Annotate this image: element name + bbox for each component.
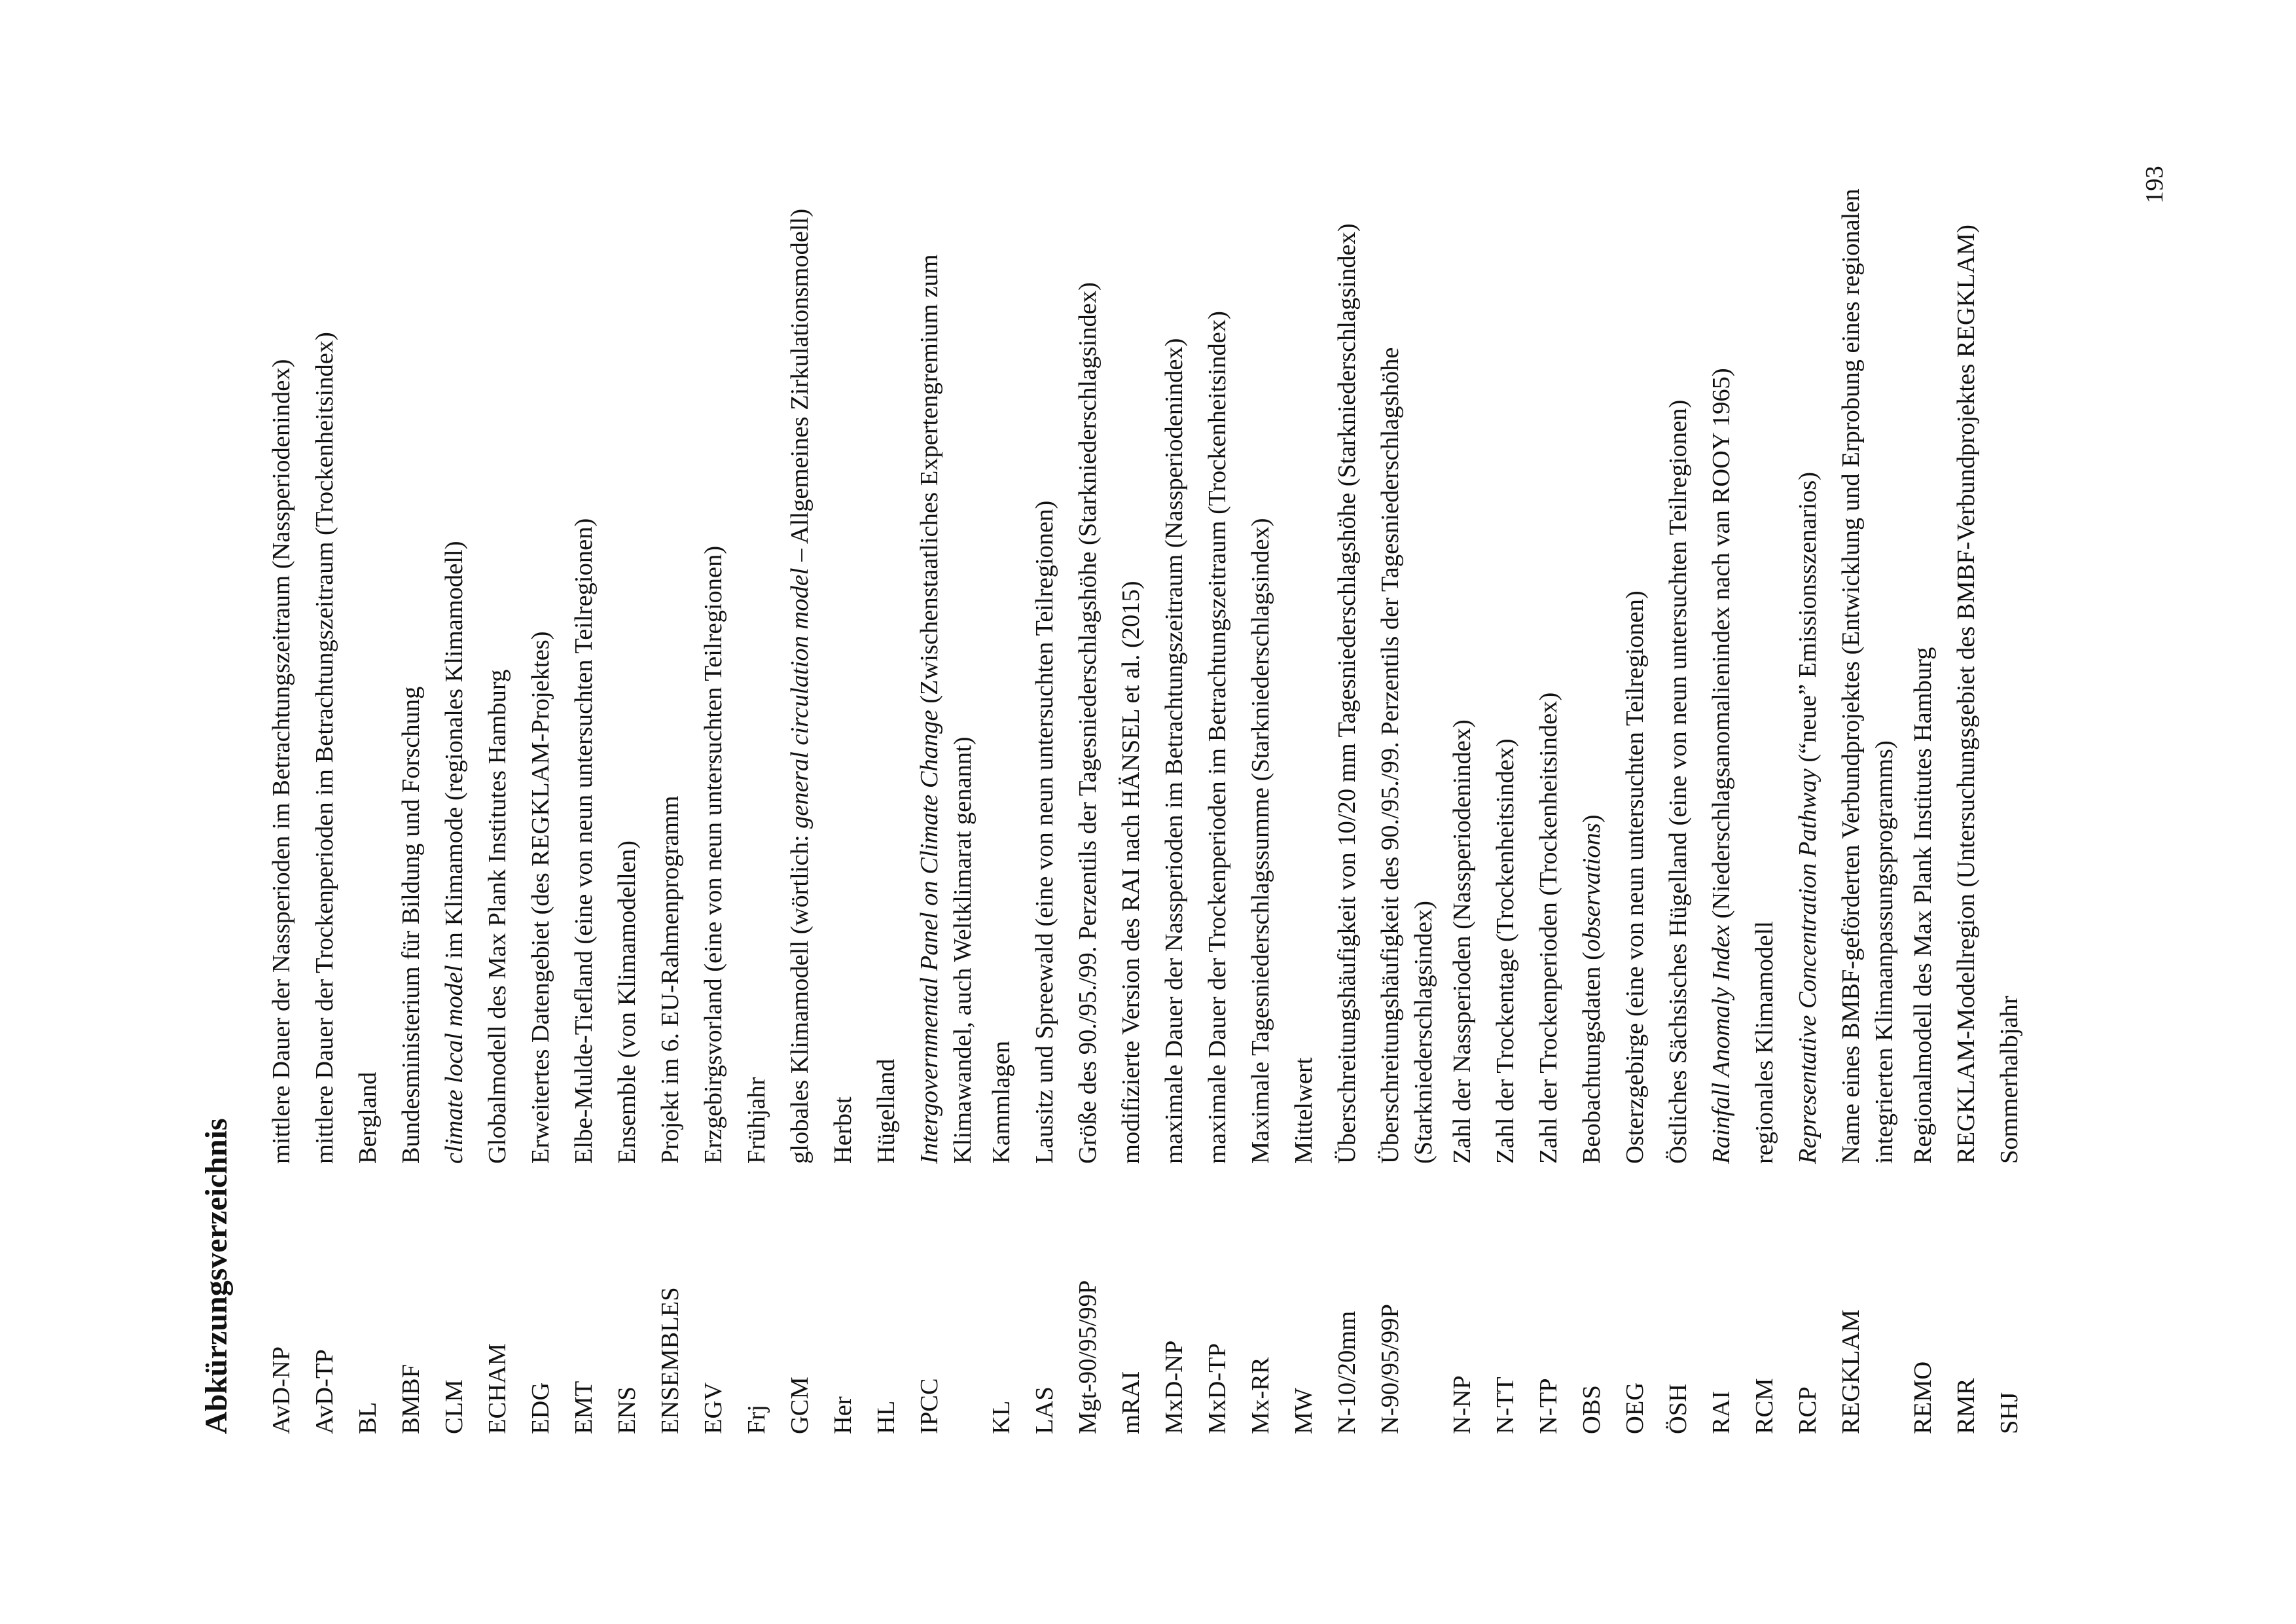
abbreviation-row — [1109, 151, 1153, 1434]
abbreviation-row — [1613, 151, 1657, 1434]
abbreviation-definition — [1829, 151, 1901, 1164]
abbreviation-definition — [1901, 151, 1940, 1164]
abbreviation-definition — [980, 151, 1018, 1164]
abbreviation-row — [980, 151, 1023, 1434]
abbreviation-definition — [1325, 151, 1364, 1164]
abbreviation-row — [908, 151, 980, 1434]
abbreviation-row — [1527, 151, 1570, 1434]
abbreviation-term: ENS — [613, 1386, 641, 1434]
definition-text: globales Klimamodell (wörtlich: — [786, 828, 814, 1164]
abbreviation-term: RMR — [1952, 1378, 1980, 1434]
definition-text: maximale Dauer der Nassperioden im Betrachtungszeitraum (Nassperiodenindex) — [1160, 338, 1188, 1164]
abbreviation-list — [260, 151, 2031, 1434]
abbreviation-term: Mgt-90/95/99P — [1074, 1280, 1102, 1434]
abbreviation-term: KL — [988, 1400, 1015, 1434]
abbreviation-definition — [1945, 151, 1983, 1164]
abbreviation-definition — [519, 151, 558, 1164]
definition-text: Globalmodell des Max Plank Institutes Hamburg — [484, 669, 511, 1164]
definition-text: (“neue” Emissionsszenarios) — [1794, 471, 1821, 769]
abbreviation-definition — [1282, 151, 1321, 1164]
abbreviation-definition — [433, 151, 471, 1164]
abbreviation-term: BMBF — [397, 1363, 425, 1434]
abbreviation-definition — [1570, 151, 1609, 1164]
definition-text: Ensemble (von Klimamodellen) — [613, 840, 641, 1164]
abbreviation-row — [1196, 151, 1239, 1434]
abbreviation-term: N-TP — [1535, 1378, 1562, 1434]
abbreviation-definition — [389, 151, 428, 1164]
abbreviation-term: ECHAM — [484, 1343, 511, 1434]
definition-text: REGKLAM-Modellregion (Untersuchungsgebiet des BMBF-Verbundprojektes REGKLAM) — [1952, 225, 1980, 1164]
abbreviation-definition — [1023, 151, 1062, 1164]
abbreviation-definition — [1484, 151, 1522, 1164]
abbreviation-term: EDG — [527, 1382, 554, 1434]
definition-text: regionales Klimamodell — [1751, 921, 1778, 1164]
abbreviation-term: REMO — [1909, 1361, 1937, 1434]
abbreviation-row — [1441, 151, 1484, 1434]
abbreviation-term: mRAI — [1117, 1371, 1145, 1434]
abbreviation-definition — [1239, 151, 1278, 1164]
abbreviation-definition — [1743, 151, 1782, 1164]
definition-text: Erweitertes Datengebiet (des REGKLAM-Projektes) — [527, 631, 554, 1164]
abbreviation-term: HL — [872, 1400, 900, 1434]
abbreviation-term: Her — [829, 1396, 857, 1434]
definition-text: Name eines BMBF-geförderten Verbundprojektes (Entwicklung und Erprobung eines regionalen integrierten Klimaanpassungsprogramms) — [1837, 189, 1898, 1164]
abbreviation-term: BL — [354, 1401, 382, 1434]
page-title: Abkürzungsverzeichnis — [199, 1118, 234, 1434]
definition-text: Osterzgebirge (eine von neun untersuchten Teilregionen) — [1621, 590, 1649, 1164]
abbreviation-definition — [346, 151, 385, 1164]
abbreviation-row — [735, 151, 778, 1434]
abbreviation-row — [1945, 151, 1988, 1434]
definition-text: mittlere Dauer der Trockenperioden im Betrachtungszeitraum (Trockenheitsindex) — [311, 332, 338, 1164]
abbreviation-row — [1570, 151, 1613, 1434]
abbreviation-definition — [1153, 151, 1191, 1164]
abbreviation-row — [389, 151, 433, 1434]
abbreviation-definition — [692, 151, 730, 1164]
abbreviation-row — [1657, 151, 1700, 1434]
abbreviation-definition — [260, 151, 298, 1164]
abbreviation-term: Mx-RR — [1247, 1357, 1274, 1434]
definition-text: Östliches Sächsisches Hügelland (eine von neun untersuchten Teilregionen) — [1664, 399, 1692, 1164]
abbreviation-term: RCP — [1794, 1386, 1821, 1434]
abbreviation-term: SHJ — [1996, 1392, 2023, 1434]
definition-text: Hügelland — [872, 1058, 900, 1164]
abbreviation-term: RCM — [1751, 1378, 1778, 1434]
abbreviation-definition — [1066, 151, 1105, 1164]
definition-text: im Klimamode (regionales Klimamodell) — [440, 541, 468, 965]
page-number: 193 — [2141, 166, 2168, 204]
abbreviation-definition — [1441, 151, 1479, 1164]
abbreviation-term: AvD-TP — [311, 1349, 338, 1434]
abbreviation-term: LAS — [1031, 1386, 1058, 1434]
definition-text: Regionalmodell des Max Plank Institutes Hamburg — [1909, 647, 1937, 1164]
definition-text: Kammlagen — [988, 1040, 1015, 1164]
abbreviation-definition — [1369, 151, 1441, 1164]
abbreviation-row — [1325, 151, 1369, 1434]
definition-text: Zahl der Trockentage (Trockenheitsindex) — [1492, 738, 1519, 1164]
abbreviation-definition — [1988, 151, 2026, 1164]
abbreviation-row — [778, 151, 821, 1434]
abbreviation-definition — [865, 151, 903, 1164]
abbreviation-definition — [649, 151, 687, 1164]
definition-text: Bergland — [354, 1072, 382, 1164]
abbreviation-row — [1901, 151, 1945, 1434]
definition-text: Bundesministerium für Bildung und Forschung — [397, 686, 425, 1164]
abbreviation-term: ÖSH — [1664, 1383, 1692, 1434]
definition-text: (Zwischenstaatliches Expertengremium zum Klimawandel, auch Weltklimarat genannt) — [916, 254, 977, 1164]
definition-text: Zahl der Nassperioden (Nassperiodenindex) — [1448, 719, 1476, 1164]
abbreviation-row — [865, 151, 908, 1434]
abbreviation-term: ENSEMBLES — [656, 1287, 684, 1434]
abbreviation-term: MxD-TP — [1204, 1343, 1231, 1434]
abbreviation-definition — [303, 151, 342, 1164]
definition-text: (Niederschlagsanomalienindex nach van ROOY 1965) — [1708, 368, 1735, 926]
abbreviation-term: MxD-NP — [1160, 1340, 1188, 1434]
definition-text: Herbst — [829, 1096, 857, 1164]
abbreviation-definition — [908, 151, 980, 1164]
abbreviation-definition — [1786, 151, 1825, 1164]
abbreviation-row — [1743, 151, 1786, 1434]
abbreviation-row — [1282, 151, 1325, 1434]
abbreviation-definition — [1196, 151, 1234, 1164]
abbreviation-definition — [1657, 151, 1695, 1164]
definition-text: Frühjahr — [743, 1077, 770, 1164]
abbreviation-row — [821, 151, 865, 1434]
abbreviation-row — [605, 151, 649, 1434]
definition-text: Zahl der Trockenperioden (Trockenheitsindex) — [1535, 692, 1562, 1164]
abbreviation-row — [1700, 151, 1743, 1434]
definition-text: Projekt im 6. EU-Rahmenprogramm — [656, 795, 684, 1164]
abbreviation-row — [476, 151, 519, 1434]
abbreviation-row — [649, 151, 692, 1434]
definition-text: Größe des 90./95./99. Perzentils der Tagesniederschlagshöhe (Starkniederschlagsindex) — [1074, 282, 1102, 1164]
definition-italic-text: Representative Concentration Pathway — [1794, 768, 1821, 1164]
definition-text: Elbe-Mulde-Tiefland (eine von neun untersuchten Teilregionen) — [570, 518, 598, 1164]
definition-text: Erzgebirgsvorland (eine von neun untersuchten Teilregionen) — [700, 545, 727, 1164]
definition-text: maximale Dauer der Trockenperioden im Betrachtungszeitraum (Trockenheitsindex) — [1204, 311, 1231, 1164]
abbreviation-row — [1369, 151, 1441, 1434]
abbreviation-term: GCM — [786, 1377, 814, 1434]
abbreviation-term: OEG — [1621, 1382, 1649, 1434]
abbreviation-definition — [1613, 151, 1652, 1164]
definition-text: mittlere Dauer der Nassperioden im Betrachtungszeitraum (Nassperiodenindex) — [268, 359, 295, 1164]
abbreviation-definition — [1109, 151, 1148, 1164]
abbreviation-term: N-TT — [1492, 1377, 1519, 1434]
definition-text: ) — [1578, 814, 1605, 823]
abbreviation-definition — [778, 151, 817, 1164]
abbreviation-row — [433, 151, 476, 1434]
abbreviation-term: RAI — [1708, 1390, 1735, 1434]
abbreviation-term: REGKLAM — [1837, 1309, 1865, 1434]
abbreviation-term: EMT — [570, 1380, 598, 1434]
abbreviation-row — [260, 151, 303, 1434]
abbreviation-term: MW — [1290, 1388, 1318, 1434]
definition-italic-text: general circulation model — [786, 568, 814, 829]
definition-text: Maximale Tagesniederschlagssumme (Starkniederschlagsindex) — [1247, 518, 1274, 1164]
abbreviation-row — [1988, 151, 2031, 1434]
abbreviation-row — [1153, 151, 1196, 1434]
abbreviation-row — [519, 151, 562, 1434]
definition-text: modifizierte Version des RAI nach HÄNSEL et al. (2015) — [1117, 581, 1145, 1164]
abbreviation-definition — [476, 151, 514, 1164]
abbreviation-row — [1239, 151, 1282, 1434]
abbreviation-row — [1484, 151, 1527, 1434]
abbreviation-term: CLM — [440, 1379, 468, 1434]
abbreviation-row — [346, 151, 389, 1434]
definition-italic-text: Intergovernmental Panel on Climate Change — [916, 710, 943, 1164]
abbreviation-row — [562, 151, 605, 1434]
definition-text: Sommerhalbjahr — [1996, 996, 2023, 1164]
definition-text: Überschreitungshäufigkeit des 90./95./99. Perzentils der Tagesniederschlagshöhe (Starkniederschlagsindex) — [1376, 347, 1437, 1164]
abbreviation-row — [303, 151, 346, 1434]
definition-italic-text: observations — [1578, 823, 1605, 952]
abbreviation-term: IPCC — [916, 1378, 943, 1434]
abbreviation-row — [1829, 151, 1901, 1434]
abbreviation-term: OBS — [1578, 1385, 1605, 1434]
abbreviation-row — [1023, 151, 1066, 1434]
abbreviation-definition — [605, 151, 644, 1164]
abbreviation-definition — [821, 151, 860, 1164]
abbreviation-term: Frj — [743, 1405, 770, 1434]
abbreviation-term: AvD-NP — [268, 1346, 295, 1434]
abbreviation-row — [1066, 151, 1109, 1434]
abbreviation-definition — [735, 151, 774, 1164]
abbreviation-definition — [1700, 151, 1738, 1164]
abbreviation-term: N-NP — [1448, 1375, 1476, 1434]
definition-italic-text: climate local model — [440, 965, 468, 1164]
abbreviation-definition — [1527, 151, 1566, 1164]
abbreviation-term: EGV — [700, 1382, 727, 1434]
definition-text: Mittelwert — [1290, 1057, 1318, 1164]
definition-italic-text: Rainfall Anomaly Index — [1708, 925, 1735, 1164]
definition-text: – Allgemeines Zirkulationsmodell) — [786, 208, 814, 568]
abbreviation-term: N-90/95/99P — [1376, 1304, 1404, 1434]
abbreviation-term: N-10/20mm — [1333, 1310, 1361, 1434]
definition-text: Überschreitungshäufigkeit von 10/20 mm Tagesniederschlagshöhe (Starkniederschlagsindex) — [1333, 223, 1361, 1164]
abbreviation-row — [1786, 151, 1829, 1434]
abbreviation-definition — [562, 151, 601, 1164]
definition-text: Lausitz und Spreewald (eine von neun untersuchten Teilregionen) — [1031, 500, 1058, 1164]
definition-text: Beobachtungsdaten ( — [1578, 952, 1605, 1164]
abbreviation-row — [692, 151, 735, 1434]
